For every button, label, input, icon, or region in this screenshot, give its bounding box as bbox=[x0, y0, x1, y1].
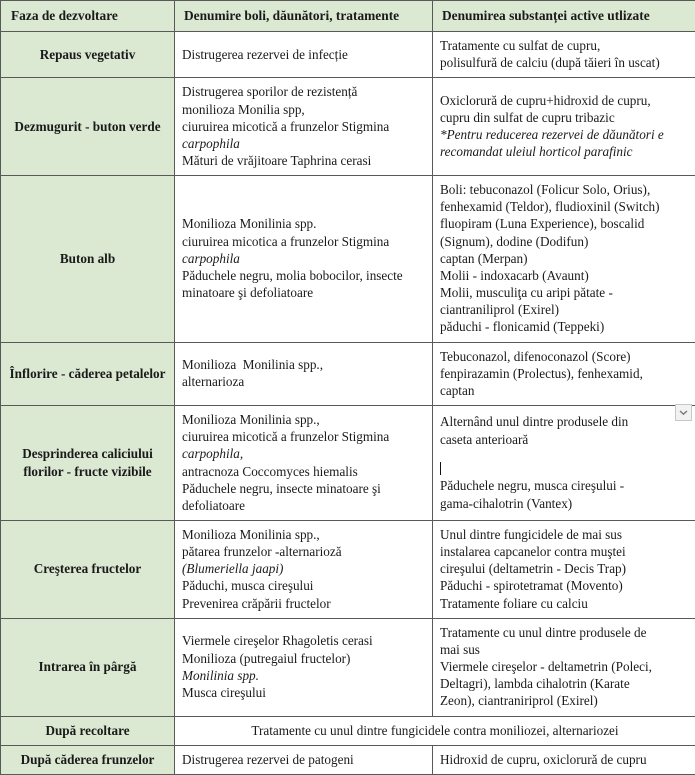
text-line: *Pentru reducerea rezervei de dăunători e bbox=[440, 126, 688, 143]
cell-substances[interactable] bbox=[433, 520, 695, 618]
text-line: ciuruirea micotica a frunzelor Stigmina bbox=[182, 233, 425, 250]
text-line: Monilinia spp. bbox=[182, 667, 425, 684]
text-line: Păduchele negru, musca cireşului - bbox=[440, 477, 688, 494]
text-line: Distrugerea rezervei de patogeni bbox=[182, 751, 425, 768]
text-caret bbox=[440, 460, 688, 477]
text-line: Monilioza Monilinia spp., bbox=[182, 526, 425, 543]
text-line: captan (Merpan) bbox=[440, 250, 688, 267]
column-header-diseases: Denumire boli, dăunători, tratamente bbox=[175, 1, 433, 32]
column-header-substances: Denumirea substanței active utlizate bbox=[433, 1, 695, 32]
text-line: instalarea capcanelor contra muştei bbox=[440, 543, 688, 560]
table-row bbox=[1, 32, 695, 78]
cell-phase[interactable]: Creşterea fructelor bbox=[1, 520, 175, 618]
text-line: gama-cihalotrin (Vantex) bbox=[440, 495, 688, 512]
text-line: fenhexamid (Teldor), fludioxinil (Switch) bbox=[440, 198, 688, 215]
table-row bbox=[1, 618, 695, 716]
text-line: Boli: tebuconazol (Folicur Solo, Orius), bbox=[440, 181, 688, 198]
cell-phase[interactable]: Repaus vegetativ bbox=[1, 32, 175, 78]
text-line: Monilioza Monilinia spp., bbox=[182, 356, 425, 373]
text-line: Distrugerea sporilor de rezistență bbox=[182, 83, 425, 100]
text-line: Mături de vrăjitoare Taphrina cerasi bbox=[182, 152, 425, 169]
cell-phase[interactable]: Dezmugurit - buton verde bbox=[1, 78, 175, 176]
text-line: Zeon), ciantraniriprol (Exirel) bbox=[440, 692, 688, 709]
text-line: Tratamente cu unul dintre produsele de bbox=[440, 624, 688, 641]
text-line: carpophila bbox=[182, 135, 425, 152]
cell-substances[interactable] bbox=[433, 32, 695, 78]
text-line: ciuruirea micotică a frunzelor Stigmina bbox=[182, 428, 425, 445]
text-line: carpophila, bbox=[182, 445, 425, 462]
text-line: pătarea frunzelor -alternarioză bbox=[182, 543, 425, 560]
table-row bbox=[1, 745, 695, 774]
text-line: fluopiram (Luna Experience), boscalid bbox=[440, 215, 688, 232]
cell-diseases[interactable] bbox=[175, 32, 433, 78]
cell-diseases[interactable] bbox=[175, 176, 433, 342]
text-line: Musca cireşului bbox=[182, 684, 425, 701]
text-line: Păduchele negru, insecte minatoare şi bbox=[182, 480, 425, 497]
text-line: carpophila bbox=[182, 250, 425, 267]
cell-substances[interactable] bbox=[433, 406, 695, 521]
text-line: monilioza Monilia spp, bbox=[182, 101, 425, 118]
cell-diseases[interactable] bbox=[175, 78, 433, 176]
text-line: Tebuconazol, difenoconazol (Score) bbox=[440, 348, 688, 365]
cell-phase[interactable]: Intrarea în pârgă bbox=[1, 618, 175, 716]
cell-substances[interactable] bbox=[433, 78, 695, 176]
cell-phase[interactable]: Desprinderea caliciului florilor - fructe vizibile bbox=[1, 406, 175, 521]
cell-diseases[interactable] bbox=[175, 745, 433, 774]
text-line: Molii, musculiţa cu aripi pătate - bbox=[440, 284, 688, 301]
text-line: Oxiclorură de cupru+hidroxid de cupru, bbox=[440, 92, 688, 109]
text-line: captan bbox=[440, 382, 688, 399]
text-line: Alternând unul dintre produsele din bbox=[440, 413, 688, 430]
text-line: recomandat uleiul horticol parafinic bbox=[440, 143, 688, 160]
text-line: Monilioza Monilinia spp., bbox=[182, 411, 425, 428]
cell-substances[interactable] bbox=[433, 342, 695, 405]
text-line: fenpirazamin (Prolectus), fenhexamid, bbox=[440, 365, 688, 382]
text-line: Păduchi, musca cireşului bbox=[182, 577, 425, 594]
text-line: antracnoza Coccomyces hiemalis bbox=[182, 463, 425, 480]
text-line: păduchi - flonicamid (Teppeki) bbox=[440, 318, 688, 335]
text-line: Viermele cireşelor Rhagoletis cerasi bbox=[182, 632, 425, 649]
text-line: caseta anterioară bbox=[440, 431, 688, 448]
cell-phase[interactable]: Înflorire - căderea petalelor bbox=[1, 342, 175, 405]
text-line: Tratamente foliare cu calciu bbox=[440, 595, 688, 612]
cell-diseases[interactable] bbox=[175, 618, 433, 716]
text-line: Distrugerea rezervei de infecție bbox=[182, 46, 425, 63]
text-line: Viermele cireşelor - deltametrin (Poleci, bbox=[440, 658, 688, 675]
text-line: Prevenirea crăpării fructelor bbox=[182, 595, 425, 612]
text-line: (Signum), dodine (Dodifun) bbox=[440, 233, 688, 250]
text-line: (Blumeriella jaapi) bbox=[182, 560, 425, 577]
cell-merged-treatment[interactable]: Tratamente cu unul dintre fungicidele contra moniliozei, alternariozei bbox=[175, 716, 695, 745]
text-line: Păduchi - spirotetramat (Movento) bbox=[440, 577, 688, 594]
text-line: polisulfură de calciu (după tăieri în uscat) bbox=[440, 54, 688, 71]
text-line: Unul dintre fungicidele de mai sus bbox=[440, 526, 688, 543]
table-row bbox=[1, 406, 695, 521]
text-line: cireşului (deltametrin - Decis Trap) bbox=[440, 560, 688, 577]
chevron-down-icon[interactable] bbox=[675, 404, 692, 421]
caret-icon bbox=[440, 462, 441, 475]
text-line: Deltagri), lambda cihalotrin (Karate bbox=[440, 675, 688, 692]
text-line: Monilioza Monilinia spp. bbox=[182, 215, 425, 232]
cell-diseases[interactable] bbox=[175, 342, 433, 405]
text-line: defoliatoare bbox=[182, 497, 425, 514]
text-line: ciantraniliprol (Exirel) bbox=[440, 301, 688, 318]
cell-diseases[interactable] bbox=[175, 520, 433, 618]
cell-diseases[interactable] bbox=[175, 406, 433, 521]
text-line: Tratamente cu sulfat de cupru, bbox=[440, 37, 688, 54]
table-row bbox=[1, 176, 695, 342]
text-line: Molii - indoxacarb (Avaunt) bbox=[440, 267, 688, 284]
column-header-phase: Faza de dezvoltare bbox=[1, 1, 175, 32]
cell-phase[interactable]: Buton alb bbox=[1, 176, 175, 342]
table-header bbox=[1, 1, 695, 32]
cell-substances[interactable] bbox=[433, 745, 695, 774]
text-line: alternarioza bbox=[182, 373, 425, 390]
table-row bbox=[1, 342, 695, 405]
table-header-row bbox=[1, 1, 695, 32]
cell-phase[interactable]: După recoltare bbox=[1, 716, 175, 745]
table-body bbox=[1, 32, 695, 775]
table-row bbox=[1, 716, 695, 745]
text-line: minatoare şi defoliatoare bbox=[182, 284, 425, 301]
table-row bbox=[1, 520, 695, 618]
cell-substances[interactable] bbox=[433, 618, 695, 716]
cell-substances[interactable] bbox=[433, 176, 695, 342]
blank-line bbox=[440, 448, 688, 461]
text-line: mai sus bbox=[440, 641, 688, 658]
table-row bbox=[1, 78, 695, 176]
text-line: Monilioza (putregaiul fructelor) bbox=[182, 650, 425, 667]
text-line: ciuruirea micotică a frunzelor Stigmina bbox=[182, 118, 425, 135]
text-line: Hidroxid de cupru, oxiclorură de cupru bbox=[440, 751, 688, 768]
text-line: Păduchele negru, molia bobocilor, insecte bbox=[182, 267, 425, 284]
text-line: cupru din sulfat de cupru tribazic bbox=[440, 109, 688, 126]
cell-phase[interactable]: După căderea frunzelor bbox=[1, 745, 175, 774]
